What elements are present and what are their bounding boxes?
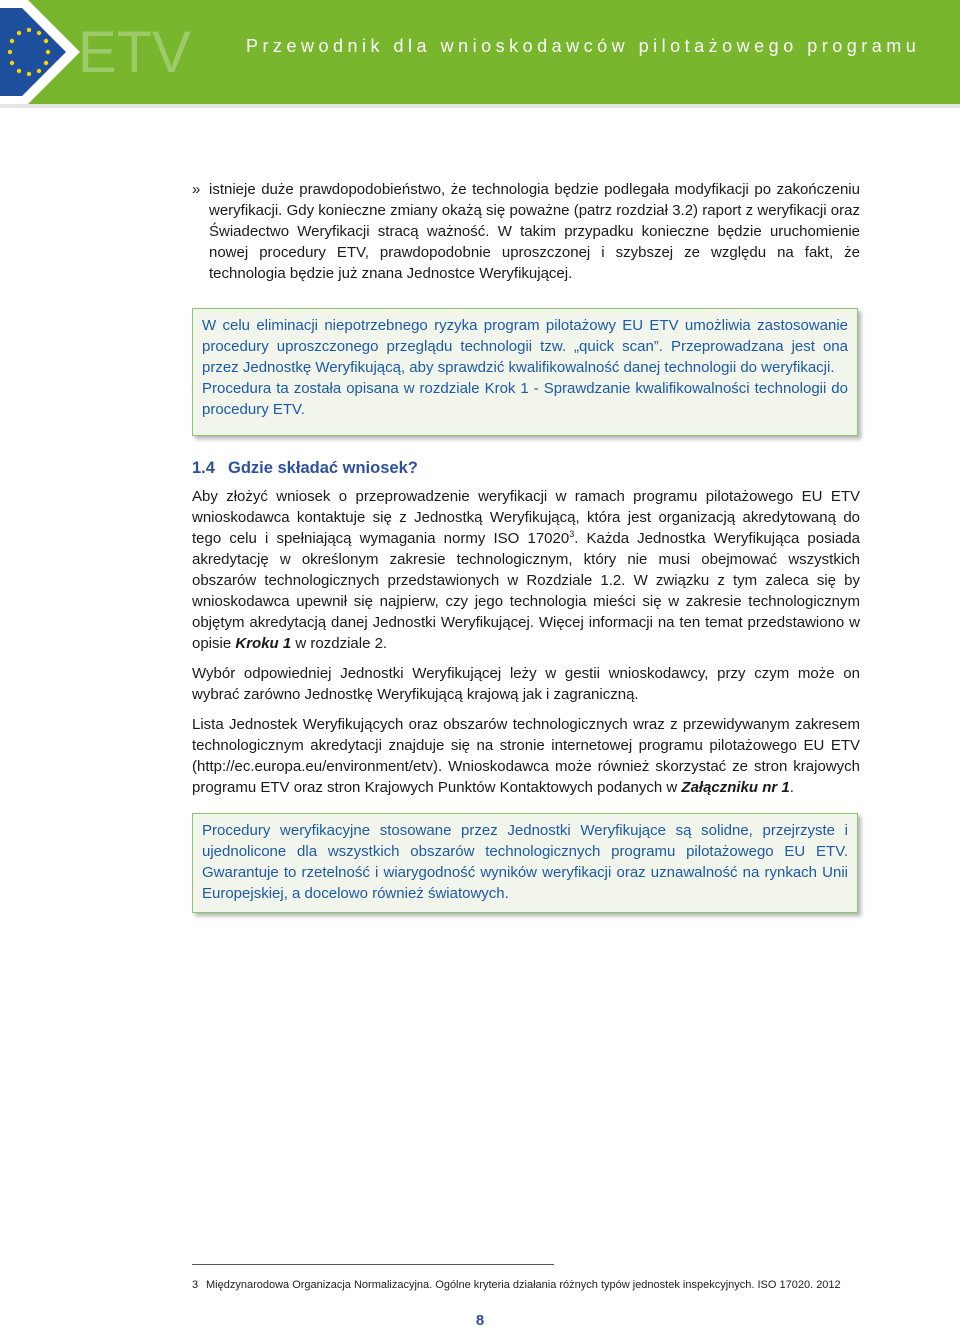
etv-logo-text: ETV — [78, 20, 191, 85]
body-paragraph — [192, 486, 860, 654]
emphasis-step-ref: Kroku 1 — [235, 635, 292, 652]
info-box-quick-scan — [192, 308, 858, 436]
bullet-item — [192, 179, 860, 284]
info-box-paragraph: Procedury weryfikacyjne stosowane przez Jednostki Weryfikujące są solidne, przejrzyste i ujednolicone dla wszystkich obszarów technologicznych programu pilotażowego EU ETV. Gwarantuje to rzetelność i wiarygodność wyników weryfikacji oraz uznawalność na rynkach Unii Europejskiej, a docelowo również światowych. — [202, 822, 848, 902]
footnote-text: Międzynarodowa Organizacja Normalizacyjna. Ogólne kryteria działania różnych typów jednostek inspekcyjnych. ISO 17020. 2012 — [206, 1279, 841, 1291]
section-title: Gdzie składać wniosek? — [228, 459, 418, 477]
info-box-paragraph: Procedura ta została opisana w rozdziale Krok 1 - Sprawdzanie kwalifikowalności technologii do procedury ETV. — [202, 380, 848, 418]
footnote-divider — [192, 1264, 554, 1265]
emphasis-annex-ref: Załączniku nr 1 — [681, 779, 790, 796]
bullet-marker: » — [192, 181, 201, 198]
text-span: Aby złożyć wniosek o przeprowadzenie weryfikacji w ramach programu pilotażowego EU ETV wnioskodawca kontaktuje się z Jednostką Weryfikującą, która jest organizacją akredytowaną do tego celu i spełniającą wymagania normy ISO 17020 — [192, 488, 860, 547]
page-number: 8 — [475, 1312, 485, 1329]
footnote-ref[interactable]: 3 — [569, 529, 575, 539]
text-span: ). Wnioskodawca może również skorzystać ze stron krajowych programu ETV oraz stron Krajowych Punktów Kontaktowych podanych w — [192, 758, 860, 796]
header-title: Przewodnik dla wnioskodawców pilotażowego programu — [246, 36, 921, 56]
text-span: Lista Jednostek Weryfikujących oraz obszarów technologicznych wraz z przewidywanym zakresem technologicznym akredytacji znajduje się na stronie internetowej programu pilotażowego EU ETV ( — [192, 716, 860, 775]
bullet-text: istnieje duże prawdopodobieństwo, że technologia będzie podlegała modyfikacji po zakończeniu weryfikacji. Gdy konieczne zmiany okażą się poważne (patrz rozdział 3.2) raport z weryfikacji oraz Świadectwo Weryfikacji stracą ważność. W takim przypadku konieczne będzie uruchomienie nowej procedury ETV, prawdopodobnie uproszczonej i szybszej ze względu na fakt, że technologia będzie już znana Jednostce Weryfikującej. — [209, 181, 860, 282]
info-box-procedures — [192, 813, 858, 913]
text-span: w rozdziale 2. — [291, 635, 388, 652]
page-header — [0, 0, 960, 104]
header-divider — [0, 104, 960, 108]
info-box-paragraph: W celu eliminacji niepotrzebnego ryzyka program pilotażowy EU ETV umożliwia zastosowanie procedury uproszczonego przeglądu technologii tzw. „quick scan”. Przeprowadzana jest ona przez Jednostkę Weryfikującą, aby sprawdzić kwalifikowalność danej technologii do weryfikacji. — [202, 317, 848, 376]
eu-etv-logo — [0, 0, 230, 104]
footnote-number: 3 — [192, 1279, 199, 1291]
body-paragraph — [192, 714, 860, 798]
text-span: . — [789, 779, 794, 796]
section-heading — [192, 459, 418, 478]
footnote — [192, 1279, 841, 1291]
body-paragraph: Wybór odpowiedniej Jednostki Weryfikującej leży w gestii wnioskodawcy, przy czym może on wybrać zarówno Jednostkę Weryfikującą krajową jak i zagraniczną. — [192, 665, 860, 703]
text-span: . Każda Jednostka Weryfikująca posiada akredytację w określonym zakresie technologicznym, który nie musi obejmować wszystkich obszarów technologicznych przedstawionych w Rozdziale 1.2. W związku z tym zaleca się by wnioskodawca upewnił się najpierw, czy jego technologia mieści się w zakresie technologicznym objętym akredytacją danej Jednostki Weryfikującej. Więcej informacji na ten temat przedstawiono w opisie — [192, 530, 860, 652]
etv-website-link[interactable]: http://ec.europa.eu/environment/etv — [197, 758, 433, 775]
section-number: 1.4 — [192, 459, 215, 477]
